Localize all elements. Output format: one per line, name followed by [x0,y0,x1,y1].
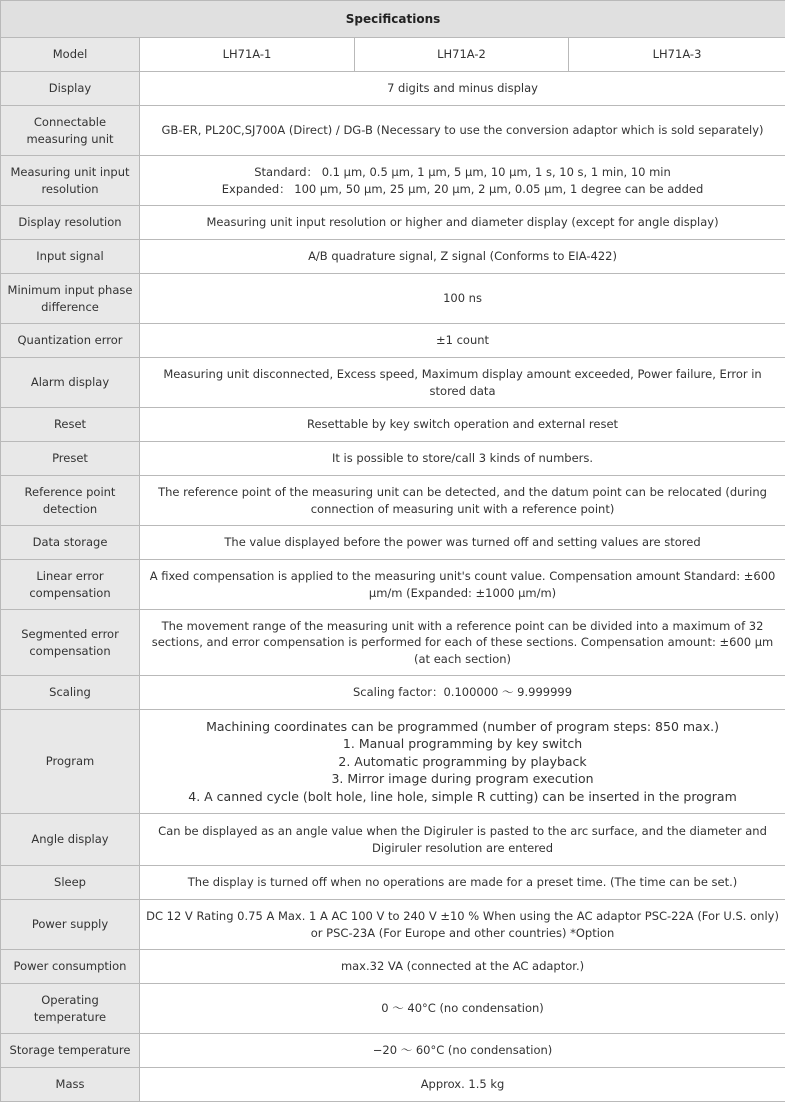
row-value: The value displayed before the power was turned off and setting values are stored [140,526,785,560]
row-value: Measuring unit input resolution or higher and diameter display (except for angle display) [140,206,785,240]
row-label: Operating temperature [1,984,140,1034]
row-value: Can be displayed as an angle value when the Digiruler is pasted to the arc surface, and the diameter and Digiruler resolution are entered [140,814,785,866]
row-value: A/B quadrature signal, Z signal (Conforms to EIA-422) [140,240,785,274]
row-label: Measuring unit input resolution [1,156,140,206]
table-row [1,866,785,900]
table-row [1,274,785,324]
row-label: Power consumption [1,950,140,984]
table-row [1,900,785,950]
table-row [1,1068,785,1102]
row-label: Power supply [1,900,140,950]
table-row [1,526,785,560]
table-row [1,710,785,814]
table-row [1,206,785,240]
row-value: The display is turned off when no operations are made for a preset time. (The time can be set.) [140,866,785,900]
table-row [1,240,785,274]
table-row [1,950,785,984]
row-label: Data storage [1,526,140,560]
program-line: Machining coordinates can be programmed (number of program steps: 850 max.) [146,718,779,736]
table-row [1,324,785,358]
row-label: Reference point detection [1,476,140,526]
table-row [1,676,785,710]
row-label: Display [1,72,140,106]
row-label: Input signal [1,240,140,274]
table-row [1,1034,785,1068]
row-label: Quantization error [1,324,140,358]
row-value: Scaling factor：0.100000 ～ 9.999999 [140,676,785,710]
row-value: Measuring unit disconnected, Excess speed, Maximum display amount exceeded, Power failure, Error in stored data [140,358,785,408]
model-value-1: LH71A-1 [140,38,355,72]
program-line: 4. A canned cycle (bolt hole, line hole, simple R cutting) can be inserted in the program [146,788,779,806]
table-row [1,814,785,866]
row-value [140,156,785,206]
row-value: max.32 VA (connected at the AC adaptor.) [140,950,785,984]
program-line: 2. Automatic programming by playback [146,753,779,771]
program-line: 1. Manual programming by key switch [146,735,779,753]
row-value [140,710,785,814]
table-row [1,610,785,676]
resolution-expanded-line: Expanded： 100 μm, 50 μm, 25 μm, 20 μm, 2 μm, 0.05 μm, 1 degree can be added [146,181,779,198]
table-row [1,106,785,156]
row-value: The reference point of the measuring unit can be detected, and the datum point can be relocated (during connection of measuring unit with a reference point) [140,476,785,526]
row-label: Sleep [1,866,140,900]
row-value: 100 ns [140,274,785,324]
row-label: Storage temperature [1,1034,140,1068]
table-row [1,560,785,610]
model-row [1,38,785,72]
table-title: Specifications [1,1,785,38]
row-label: Program [1,710,140,814]
table-row [1,156,785,206]
table-row [1,442,785,476]
header-row [1,1,785,38]
table-row [1,476,785,526]
model-value-3: LH71A-3 [569,38,785,72]
row-value: GB-ER, PL20C,SJ700A (Direct) / DG-B (Necessary to use the conversion adaptor which is sold separately) [140,106,785,156]
row-value: Approx. 1.5 kg [140,1068,785,1102]
row-value: DC 12 V Rating 0.75 A Max. 1 A AC 100 V to 240 V ±10 % When using the AC adaptor PSC-22A (For U.S. only) or PSC-23A (For Europe and other countries) *Option [140,900,785,950]
resolution-standard-line: Standard： 0.1 μm, 0.5 μm, 1 μm, 5 μm, 10 μm, 1 s, 10 s, 1 min, 10 min [146,164,779,181]
row-value: 0 ～ 40°C (no condensation) [140,984,785,1034]
row-value: The movement range of the measuring unit with a reference point can be divided into a maximum of 32 sections, and error compensation is performed for each of these sections. Compensation amount: ±600 μm (at each section) [140,610,785,676]
row-label: Reset [1,408,140,442]
row-label: Mass [1,1068,140,1102]
row-value: −20 ～ 60°C (no condensation) [140,1034,785,1068]
model-value-2: LH71A-2 [355,38,569,72]
table-row [1,984,785,1034]
row-value: Resettable by key switch operation and external reset [140,408,785,442]
row-label: Preset [1,442,140,476]
row-label: Linear error compensation [1,560,140,610]
row-label: Connectable measuring unit [1,106,140,156]
row-label: Angle display [1,814,140,866]
row-label: Scaling [1,676,140,710]
row-label: Minimum input phase difference [1,274,140,324]
row-value: It is possible to store/call 3 kinds of numbers. [140,442,785,476]
row-label: Alarm display [1,358,140,408]
table-row [1,72,785,106]
row-value: ±1 count [140,324,785,358]
table-row [1,358,785,408]
row-value: A fixed compensation is applied to the measuring unit's count value. Compensation amount Standard: ±600 μm/m (Expanded: ±1000 μm/m) [140,560,785,610]
row-label: Display resolution [1,206,140,240]
table-row [1,408,785,442]
row-label-model: Model [1,38,140,72]
program-line: 3. Mirror image during program execution [146,770,779,788]
row-label: Segmented error compensation [1,610,140,676]
row-value: 7 digits and minus display [140,72,785,106]
